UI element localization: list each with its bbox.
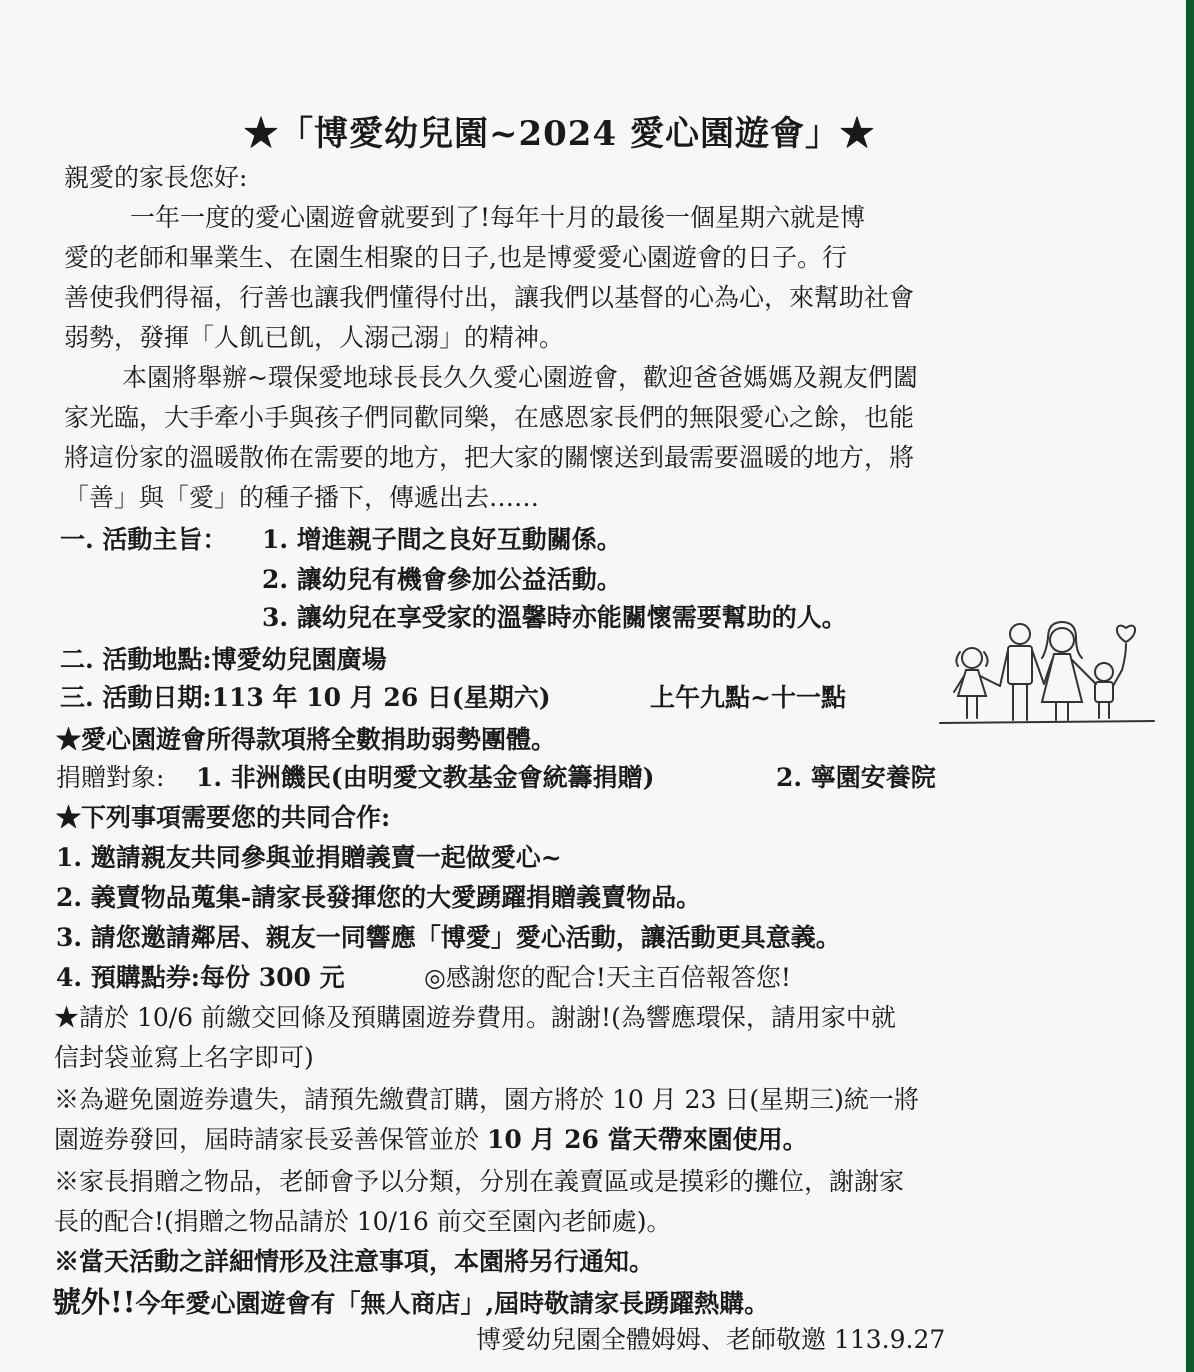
cooperation-3: 3. 請您邀請鄰居、親友一同響應「博愛」愛心活動，讓活動更具意義。 [56, 923, 841, 952]
intro2-line-4: 「善」與「愛」的種子播下，傳遞出去…… [64, 483, 540, 512]
intro2-line-3: 將這份家的溫暖散佈在需要的地方，把大家的關懷送到最需要溫暖的地方，將 [64, 443, 915, 472]
intro-line-2: 愛的老師和畢業生、在園生相聚的日子,也是博愛愛心園遊會的日子。行 [64, 243, 847, 272]
greeting: 親愛的家長您好: [64, 163, 248, 192]
notice-3-line-1: ※家長捐贈之物品，老師會予以分類，分別在義賣區或是摸彩的攤位，謝謝家 [54, 1167, 905, 1196]
signature: 博愛幼兒園全體姆姆、老師敬邀 113.9.27 [476, 1325, 946, 1354]
event-date: 三. 活動日期:113 年 10 月 26 日(星期六) [60, 683, 551, 712]
page-title: ★「博愛幼兒園~2024 愛心園遊會」★ [244, 114, 875, 154]
intro-line-3: 善使我們得福，行善也讓我們懂得付出，讓我們以基督的心為心，來幫助社會 [64, 283, 915, 312]
cooperation-title: ★下列事項需要您的共同合作: [56, 803, 391, 832]
donation-target-1: 1. 非洲饑民(由明愛文教基金會統籌捐贈) [196, 763, 655, 792]
donation-note: ★愛心園遊會所得款項將全數捐助弱勢團體。 [56, 725, 557, 754]
notice-2-emphasis: 10 月 26 當天帶來園使用。 [486, 1125, 808, 1154]
purpose-label: 一. 活動主旨： [60, 525, 228, 554]
purpose-1: 1. 增進親子間之良好互動關係。 [262, 525, 622, 554]
notice-1-line-2: 信封袋並寫上名字即可) [54, 1043, 314, 1072]
purpose-3: 3. 讓幼兒在享受家的溫馨時亦能關懷需要幫助的人。 [262, 603, 847, 632]
event-location: 二. 活動地點:博愛幼兒園廣場 [60, 645, 387, 674]
notice-1-line-1: ★請於 10/6 前繳交回條及預購園遊券費用。謝謝!(為響應環保，請用家中就 [54, 1003, 896, 1032]
thanks-note: ◎感謝您的配合!天主百倍報答您! [424, 963, 791, 992]
cooperation-2: 2. 義賣物品蒐集-請家長發揮您的大愛踴躍捐贈義賣物品。 [56, 883, 702, 912]
extra-text: 今年愛心園遊會有「無人商店」,屆時敬請家長踴躍熱購。 [135, 1289, 770, 1318]
extra-notice [52, 1284, 769, 1322]
donation-targets-label: 捐贈對象: [56, 763, 165, 792]
intro-line-1: 一年一度的愛心園遊會就要到了!每年十月的最後一個星期六就是博 [130, 203, 866, 232]
intro2-line-2: 家光臨，大手牽小手與孩子們同歡同樂，在感恩家長們的無限愛心之餘，也能 [64, 403, 915, 432]
notice-2-line-1: ※為避免園遊券遺失，請預先繳費訂購，園方將於 10 月 23 日(星期三)統一將 [54, 1085, 919, 1114]
donation-target-2: 2. 寧園安養院 [776, 763, 936, 792]
purpose-2: 2. 讓幼兒有機會參加公益活動。 [262, 565, 622, 594]
event-time: 上午九點~十一點 [650, 683, 846, 712]
notice-4: ※當天活動之詳細情形及注意事項，本園將另行通知。 [54, 1247, 655, 1276]
extra-prefix: 號外!! [52, 1285, 136, 1319]
cooperation-4: 4. 預購點券:每份 300 元 [56, 963, 345, 992]
intro2-line-1: 本園將舉辦~環保愛地球長長久久愛心園遊會，歡迎爸爸媽媽及親友們闔 [122, 363, 918, 392]
notice-2-text: 園遊券發回，屆時請家長妥善保管並於 [54, 1125, 487, 1154]
notice-3-line-2: 長的配合!(捐贈之物品請於 10/16 前交至園內老師處)。 [54, 1207, 672, 1236]
notice-2-line-2 [54, 1122, 808, 1158]
intro-line-4: 弱勢，發揮「人飢已飢，人溺己溺」的精神。 [64, 323, 565, 352]
family-illustration [938, 620, 1158, 730]
cooperation-1: 1. 邀請親友共同參與並捐贈義賣一起做愛心~ [56, 843, 562, 872]
